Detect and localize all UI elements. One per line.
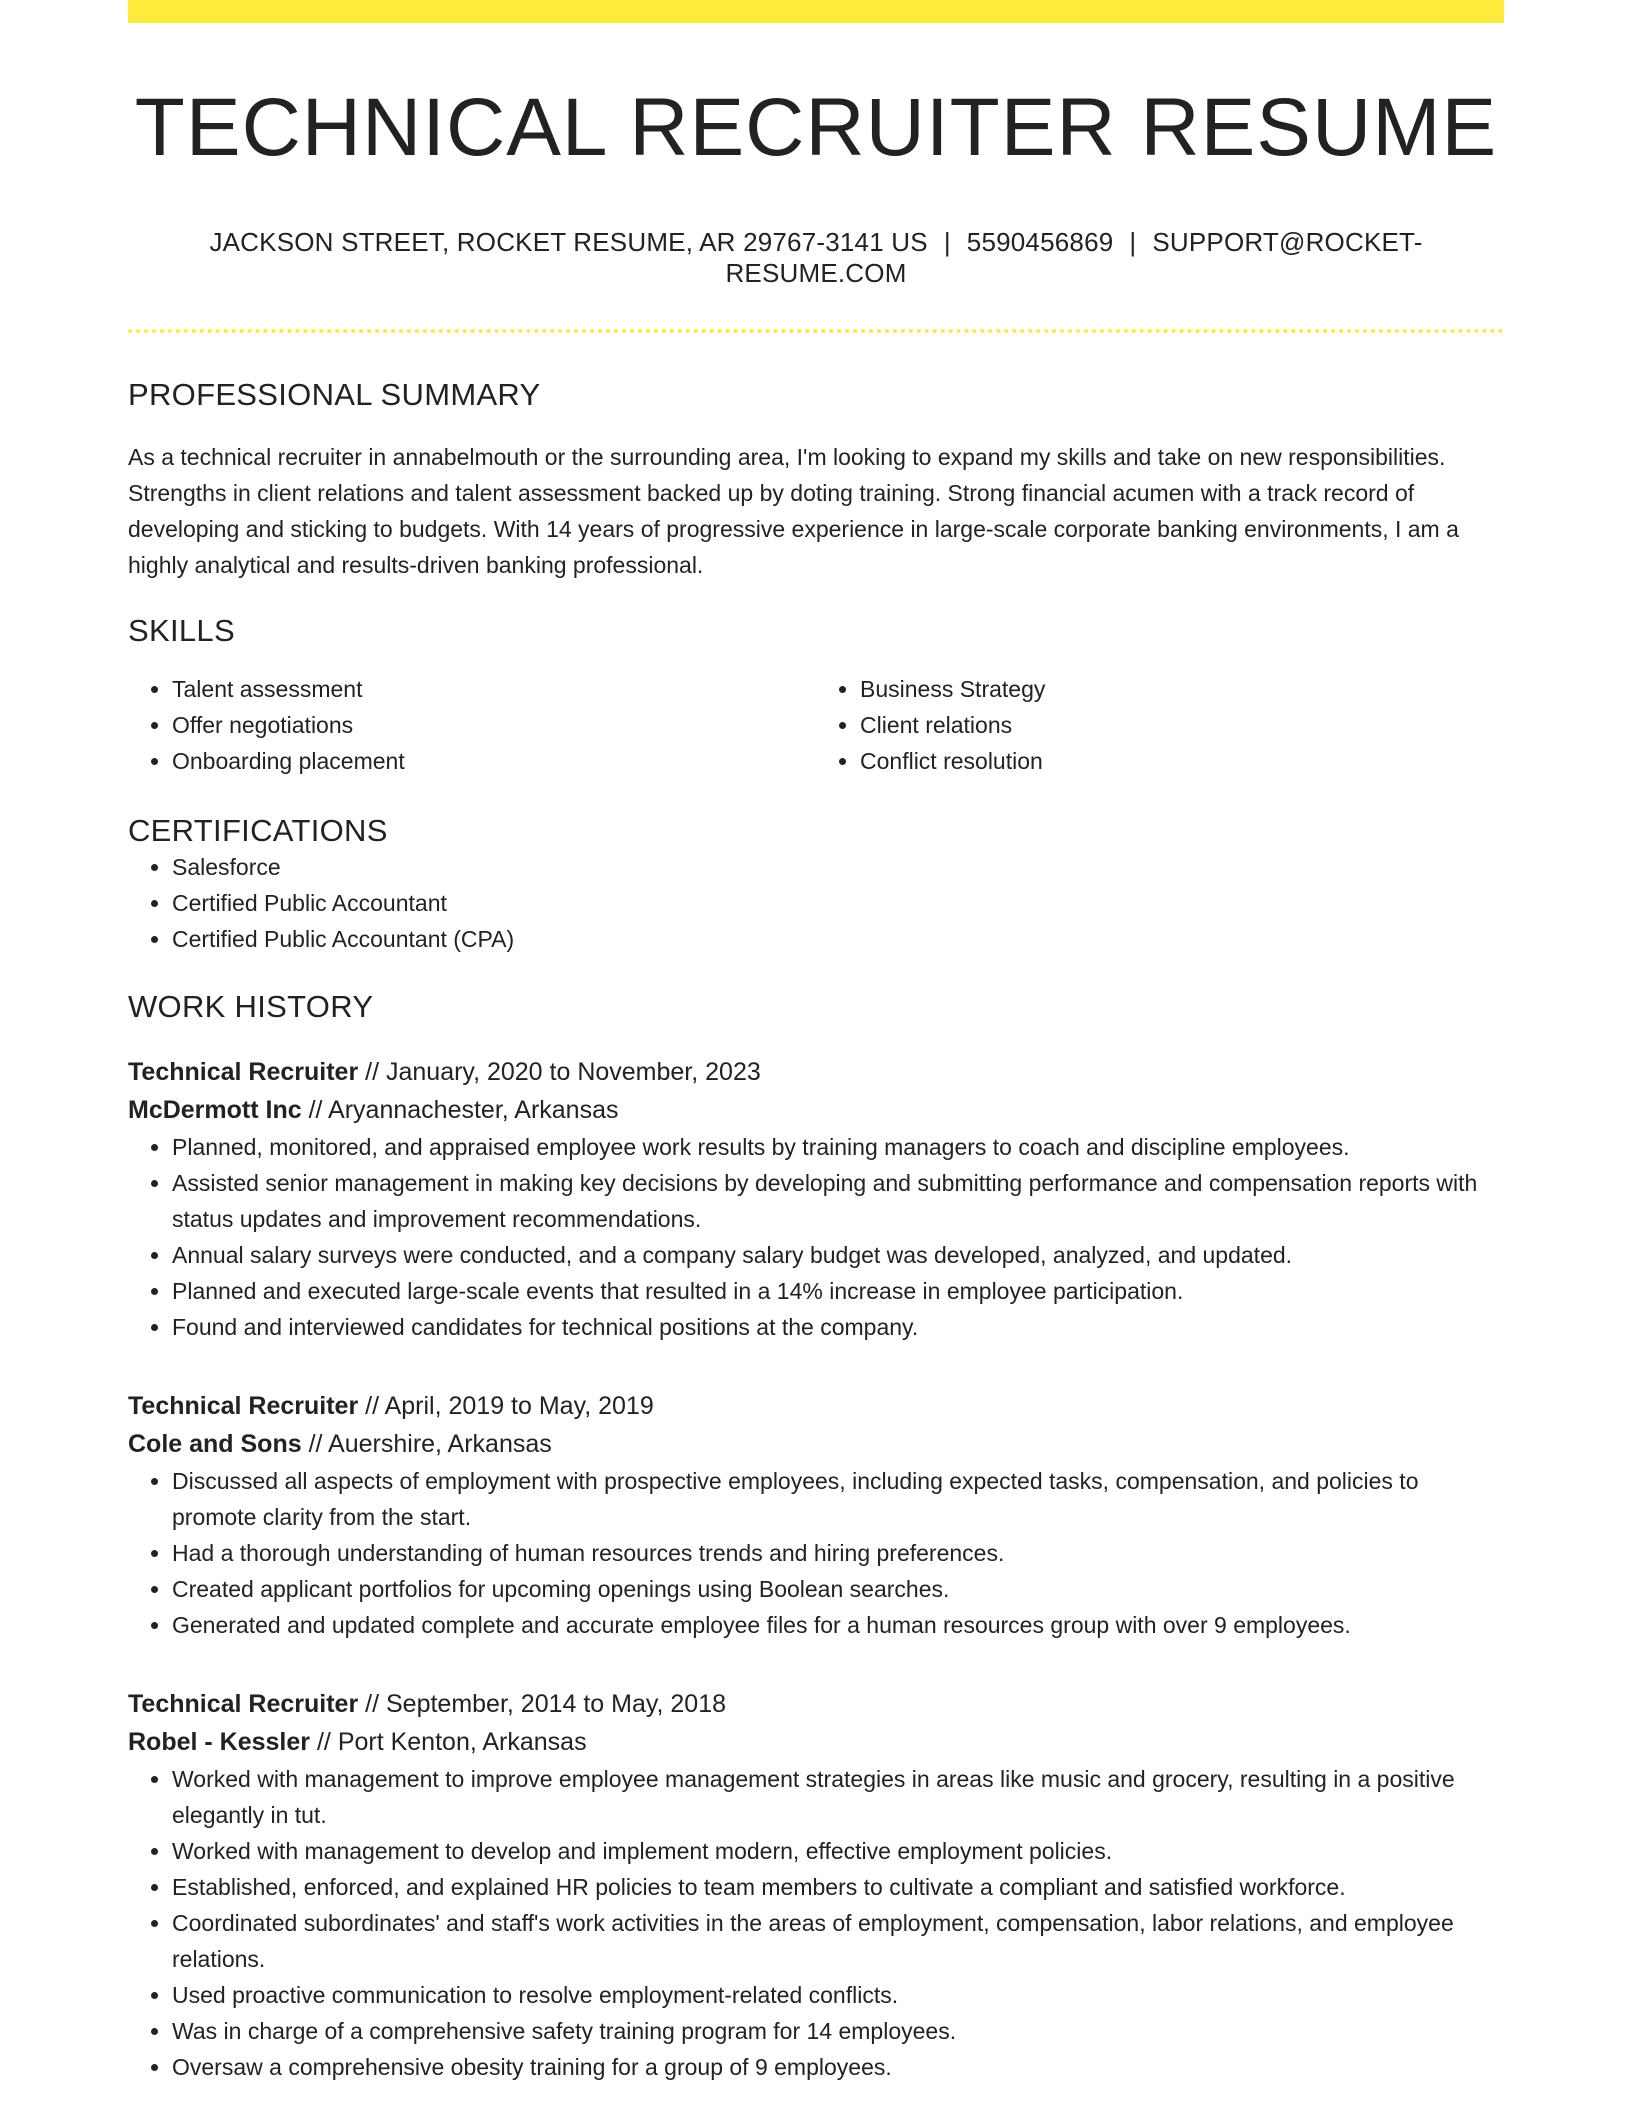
resume-page [128,0,1504,2085]
job-divider: // [301,1096,329,1125]
skill-item: • Talent assessment [172,671,816,707]
job-location: Port Kenton, Arkansas [337,1728,587,1757]
dotted-divider [128,329,1504,333]
skills-list-left [128,671,816,779]
job-bullet: • Used proactive communication to resolve employment-related conflicts. [172,1977,1504,2013]
contact-phone: 5590456869 [966,227,1114,258]
job-bullet: • Worked with management to improve employee management strategies in areas like music and grocery, resulting in a positive elegantly in tut. [172,1761,1504,1833]
job-entry [128,1685,1504,2085]
top-accent-bar [128,0,1504,23]
job-dates: April, 2019 to May, 2019 [384,1392,654,1421]
job-bullet: • Oversaw a comprehensive obesity training for a group of 9 employees. [172,2049,1504,2085]
job-bullet: • Assisted senior management in making key decisions by developing and submitting performance and compensation reports with status updates and improvement recommendations. [172,1165,1504,1237]
job-bullet: • Was in charge of a comprehensive safety training program for 14 employees. [172,2013,1504,2049]
skills-grid [128,671,1504,779]
skill-item: • Client relations [860,707,1504,743]
resume-title: TECHNICAL RECRUITER RESUME [134,82,1498,173]
certification-item: • Salesforce [172,849,1504,885]
job-title-line [128,1053,1504,1091]
job-bullet: • Found and interviewed candidates for technical positions at the company. [172,1309,1504,1345]
job-bullet: • Discussed all aspects of employment with prospective employees, including expected tasks, compensation, and policies to promote clarity from the start. [172,1463,1504,1535]
job-dates: January, 2020 to November, 2023 [385,1058,761,1087]
work-history-heading: WORK HISTORY [128,989,374,1025]
job-bullet: • Planned, monitored, and appraised employee work results by training managers to coach and discipline employees. [172,1129,1504,1165]
certifications-list [128,849,1504,957]
contact-email: SUPPORT@ROCKET-RESUME.COM [725,227,1423,289]
job-entry [128,1387,1504,1643]
summary-text: As a technical recruiter in annabelmouth or the surrounding area, I'm looking to expand my skills and take on new responsibilities. Strengths in client relations and talent assessment backed up by doting training. Strong financial acumen with a track record of developing and sticking to budgets. With 14 years of progressive experience in large-scale corporate banking environments, I am a highly analytical and results-driven banking professional. [128,444,1459,579]
summary-heading: PROFESSIONAL SUMMARY [128,377,541,413]
skill-item: • Conflict resolution [860,743,1504,779]
contact-address: JACKSON STREET, ROCKET RESUME, AR 29767-3141 US [209,227,928,258]
skill-item: • Business Strategy [860,671,1504,707]
contact-separator: | [1129,227,1137,258]
job-divider: // [358,1058,386,1087]
skills-list-right [816,671,1504,779]
job-title-line [128,1387,1504,1425]
job-company: Robel - Kessler [128,1728,311,1757]
job-company: Cole and Sons [128,1430,302,1459]
job-divider: // [358,1690,386,1719]
certification-item: • Certified Public Accountant (CPA) [172,921,1504,957]
job-company: McDermott Inc [128,1096,302,1125]
job-bullet: • Established, enforced, and explained HR policies to team members to cultivate a compliant and satisfied workforce. [172,1869,1504,1905]
job-bullet: • Generated and updated complete and accurate employee files for a human resources group with over 9 employees. [172,1607,1504,1643]
job-divider: // [310,1728,338,1757]
job-company-line [128,1425,1504,1463]
job-entry [128,1053,1504,1345]
job-divider: // [358,1392,385,1421]
job-dates: September, 2014 to May, 2018 [385,1690,727,1719]
job-location: Auershire, Arkansas [328,1430,552,1459]
skills-column-left [128,671,816,779]
job-bullet: • Worked with management to develop and implement modern, effective employment policies. [172,1833,1504,1869]
job-bullets [128,1463,1504,1643]
skill-item: • Offer negotiations [172,707,816,743]
certifications-heading: CERTIFICATIONS [128,813,388,849]
job-bullet: • Coordinated subordinates' and staff's work activities in the areas of employment, compensation, labor relations, and employee relations. [172,1905,1504,1977]
skill-item: • Onboarding placement [172,743,816,779]
job-bullet: • Created applicant portfolios for upcoming openings using Boolean searches. [172,1571,1504,1607]
skills-heading: SKILLS [128,613,235,649]
job-company-line [128,1091,1504,1129]
contact-line [128,227,1504,289]
job-company-line [128,1723,1504,1761]
job-bullet: • Planned and executed large-scale events that resulted in a 14% increase in employee participation. [172,1273,1504,1309]
job-location: Aryannachester, Arkansas [328,1096,619,1125]
job-bullet: • Annual salary surveys were conducted, and a company salary budget was developed, analyzed, and updated. [172,1237,1504,1273]
job-title: Technical Recruiter [128,1058,359,1087]
job-bullets [128,1129,1504,1345]
job-bullet: • Had a thorough understanding of human resources trends and hiring preferences. [172,1535,1504,1571]
job-title-line [128,1685,1504,1723]
job-title: Technical Recruiter [128,1392,359,1421]
skills-column-right [816,671,1504,779]
job-bullets [128,1761,1504,2085]
certification-item: • Certified Public Accountant [172,885,1504,921]
contact-separator: | [943,227,951,258]
job-title: Technical Recruiter [128,1690,359,1719]
job-divider: // [301,1430,329,1459]
